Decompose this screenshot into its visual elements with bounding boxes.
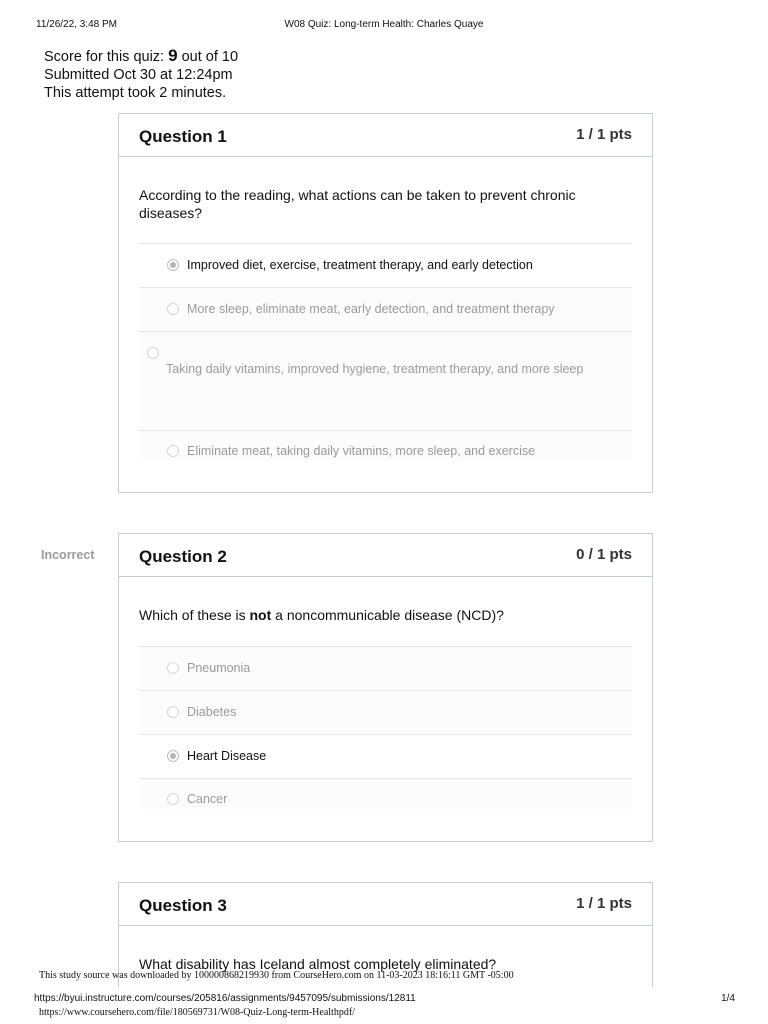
- answer-label: Eliminate meat, taking daily vitamins, more sleep, and exercise: [187, 444, 536, 458]
- question-header: [119, 534, 652, 577]
- print-page-title: W08 Quiz: Long-term Health: Charles Quaye: [284, 19, 484, 30]
- download-source-note: This study source was downloaded by 100000868219930 from CourseHero.com on 11-03-2023 18:16:11 GMT -05:00: [39, 970, 514, 981]
- question-text: According to the reading, what actions can be taken to prevent chronic diseases?: [139, 187, 576, 221]
- question-title: Question 2: [139, 547, 227, 566]
- question-1-card: [118, 113, 653, 493]
- question-header: [119, 883, 652, 926]
- question-2-card: [118, 533, 653, 842]
- radio-unselected-icon[interactable]: [167, 793, 179, 805]
- radio-unselected-icon[interactable]: [167, 445, 179, 457]
- score-suffix: out of 10: [177, 49, 239, 65]
- answer-list: [139, 243, 632, 461]
- submitted-time: Submitted Oct 30 at 12:24pm: [44, 67, 233, 83]
- print-datetime: 11/26/22, 3:48 PM: [36, 19, 117, 30]
- answer-label: Diabetes: [187, 705, 237, 719]
- score-summary: [44, 47, 238, 102]
- answer-option[interactable]: [139, 243, 632, 287]
- question-title: Question 3: [139, 896, 227, 915]
- answer-label: Cancer: [187, 792, 228, 806]
- question-header: [119, 114, 652, 157]
- answer-option[interactable]: [139, 331, 632, 430]
- answer-label: Heart Disease: [187, 749, 267, 763]
- question-points: 1 / 1 pts: [576, 126, 632, 143]
- answer-option[interactable]: [139, 430, 632, 461]
- question-text-emphasis: not: [249, 607, 272, 623]
- coursehero-url: https://www.coursehero.com/file/180569731/W08-Quiz-Long-term-Healthpdf/: [39, 1007, 355, 1018]
- question-text: What disability has Iceland almost completely eliminated?: [139, 956, 497, 972]
- radio-unselected-icon[interactable]: [147, 347, 159, 359]
- page-number: 1/4: [721, 993, 735, 1004]
- radio-unselected-icon[interactable]: [167, 303, 179, 315]
- question-title: Question 1: [139, 127, 227, 146]
- answer-label: Pneumonia: [187, 661, 251, 675]
- score-line: [44, 47, 238, 66]
- question-text-before: Which of these is: [139, 607, 250, 623]
- answer-option[interactable]: [139, 778, 632, 809]
- attempt-duration: This attempt took 2 minutes.: [44, 85, 227, 101]
- answer-option[interactable]: [139, 287, 632, 331]
- answer-label: Improved diet, exercise, treatment therapy, and early detection: [187, 258, 533, 272]
- question-points: 0 / 1 pts: [576, 546, 632, 563]
- incorrect-badge: Incorrect: [41, 548, 95, 562]
- radio-selected-icon[interactable]: [167, 259, 179, 271]
- answer-list: [139, 646, 632, 809]
- answer-option[interactable]: [139, 734, 632, 778]
- score-prefix: Score for this quiz:: [44, 49, 169, 65]
- answer-label: More sleep, eliminate meat, early detection, and treatment therapy: [187, 302, 555, 316]
- answer-label: Taking daily vitamins, improved hygiene, treatment therapy, and more sleep: [166, 362, 584, 376]
- radio-unselected-icon[interactable]: [167, 706, 179, 718]
- question-text-after: a noncommunicable disease (NCD)?: [271, 607, 504, 623]
- answer-option[interactable]: [139, 646, 632, 690]
- score-value: 9: [168, 46, 178, 65]
- radio-selected-icon[interactable]: [167, 750, 179, 762]
- radio-unselected-icon[interactable]: [167, 662, 179, 674]
- question-text: [139, 606, 632, 624]
- answer-option[interactable]: [139, 690, 632, 734]
- page-url: https://byui.instructure.com/courses/205816/assignments/9457095/submissions/12811: [34, 993, 416, 1004]
- question-points: 1 / 1 pts: [576, 895, 632, 912]
